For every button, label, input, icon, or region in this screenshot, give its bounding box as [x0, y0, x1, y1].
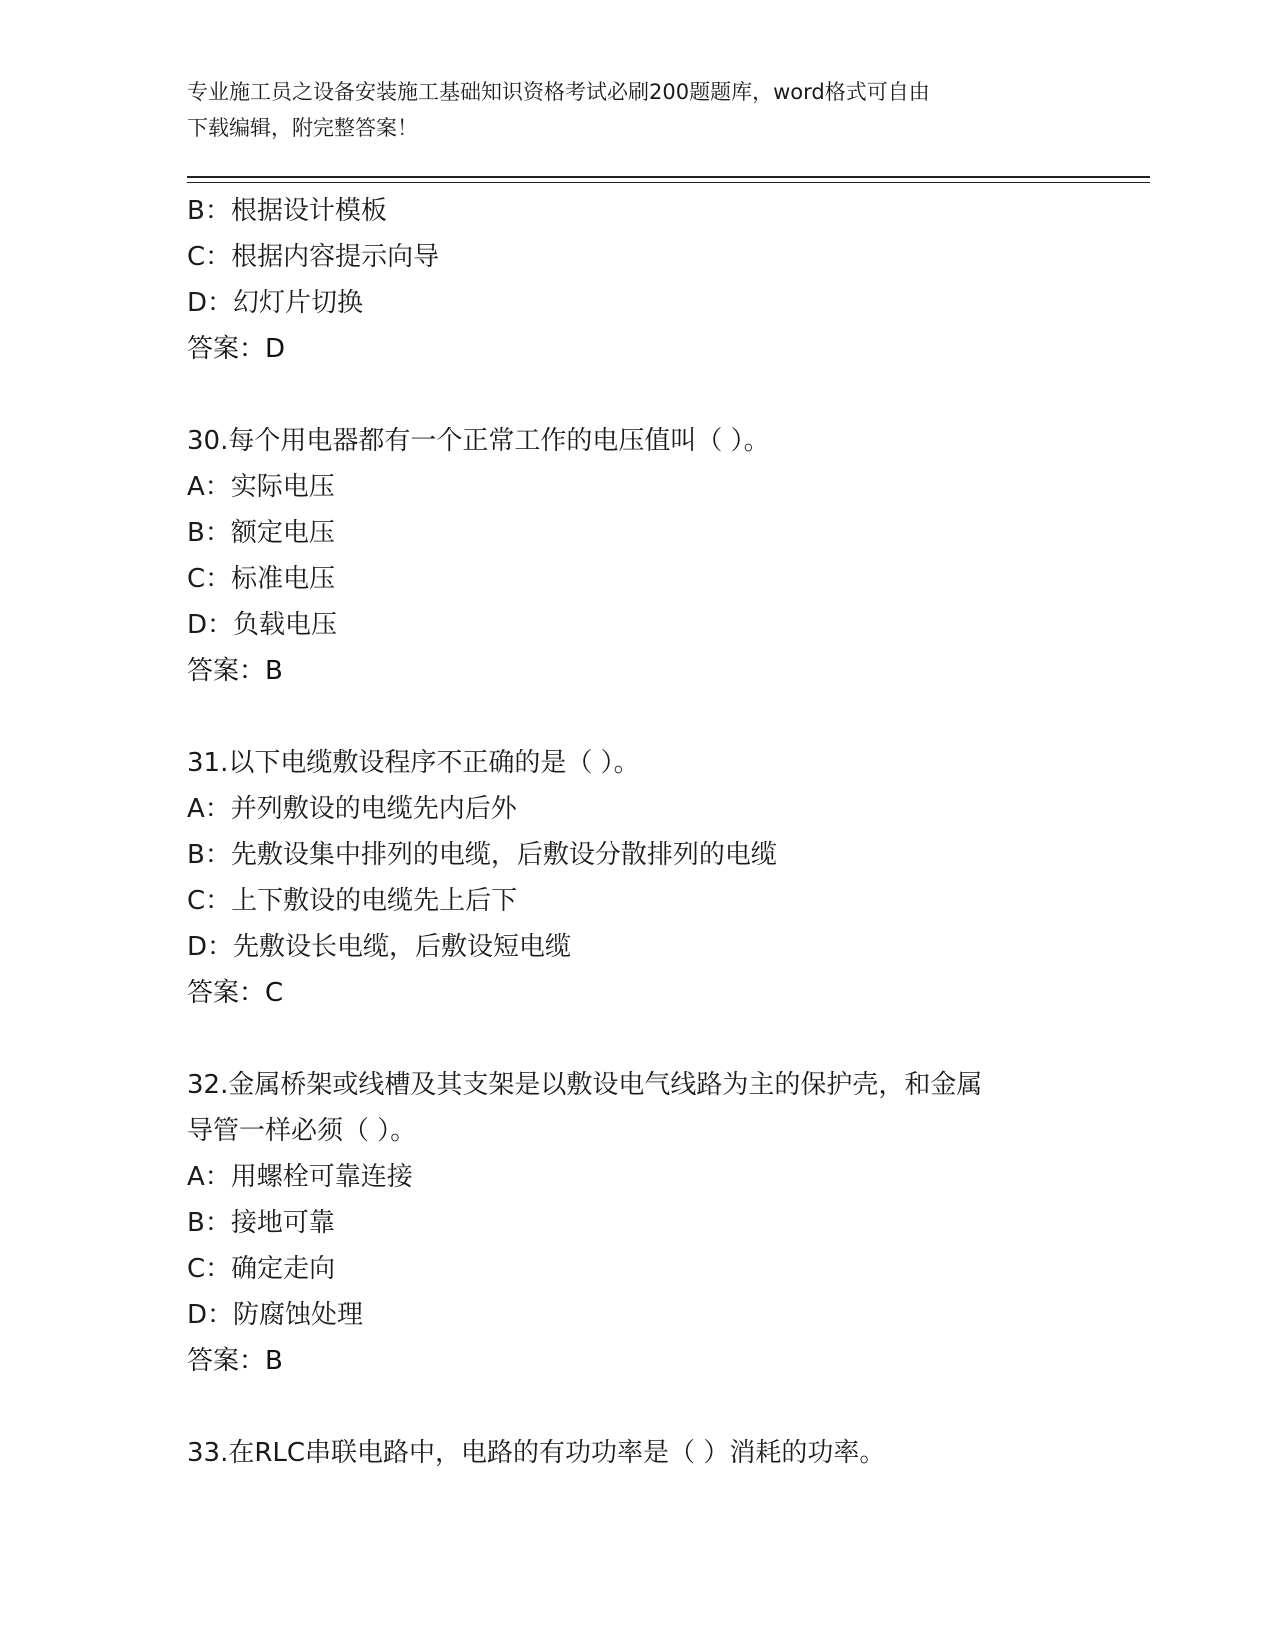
option-a: A：并列敷设的电缆先内后外	[187, 794, 517, 824]
option-c: C：确定走向	[187, 1254, 336, 1284]
header-line-2: 下载编辑，附完整答案！	[187, 116, 418, 140]
header-divider-thick	[187, 176, 1150, 178]
question-stem-line-2: 导管一样必须（ ）。	[187, 1116, 417, 1146]
option-a: A：用螺栓可靠连接	[187, 1162, 413, 1192]
question-stem: 33.在RLC串联电路中，电路的有功功率是（ ）消耗的功率。	[187, 1438, 886, 1468]
option-b: B：额定电压	[187, 518, 335, 548]
question-30	[187, 418, 1147, 694]
question-stem: 30.每个用电器都有一个正常工作的电压值叫（ ）。	[187, 426, 770, 456]
option-d: D：防腐蚀处理	[187, 1300, 364, 1330]
question-29-tail	[187, 188, 1147, 372]
option-d: D：负载电压	[187, 610, 338, 640]
question-stem-line-1: 32.金属桥架或线槽及其支架是以敷设电气线路为主的保护壳，和金属	[187, 1070, 983, 1100]
question-32	[187, 1062, 1147, 1384]
answer-line: 答案：B	[187, 656, 283, 686]
option-b: B：接地可靠	[187, 1208, 335, 1238]
option-c: C：标准电压	[187, 564, 336, 594]
option-a: A：实际电压	[187, 472, 335, 502]
question-stem: 31.以下电缆敷设程序不正确的是（ ）。	[187, 748, 640, 778]
option-d: D：幻灯片切换	[187, 288, 364, 318]
spacer	[187, 372, 1147, 418]
answer-line: 答案：B	[187, 1346, 283, 1376]
question-31	[187, 740, 1147, 1016]
question-33	[187, 1430, 1147, 1476]
answer-line: 答案：D	[187, 334, 286, 364]
option-b: B：根据设计模板	[187, 196, 387, 226]
spacer	[187, 694, 1147, 740]
header-line-1: 专业施工员之设备安装施工基础知识资格考试必刷200题题库，word格式可自由	[187, 80, 930, 104]
option-b: B：先敷设集中排列的电缆，后敷设分散排列的电缆	[187, 840, 777, 870]
spacer	[187, 1016, 1147, 1062]
header-divider-thin	[187, 182, 1150, 183]
document-header	[187, 74, 1087, 146]
option-c: C：根据内容提示向导	[187, 242, 440, 272]
option-c: C：上下敷设的电缆先上后下	[187, 886, 518, 916]
spacer	[187, 1384, 1147, 1430]
question-list	[187, 188, 1147, 1476]
option-d: D：先敷设长电缆，后敷设短电缆	[187, 932, 572, 962]
answer-line: 答案：C	[187, 978, 284, 1008]
